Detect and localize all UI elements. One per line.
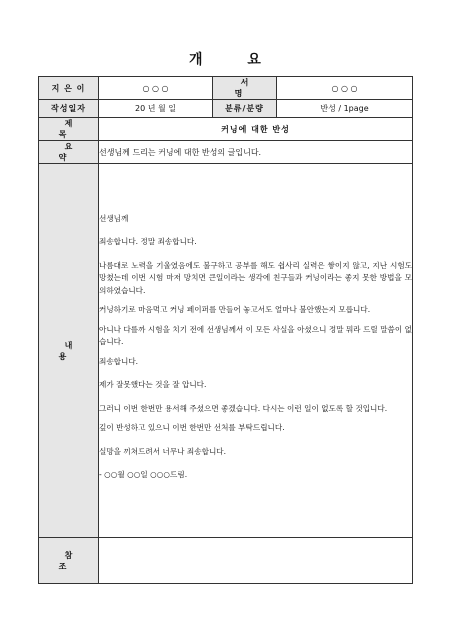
- subject-row: [39, 118, 413, 141]
- content-paragraph: 선생님께: [99, 213, 129, 223]
- content-row: [39, 164, 413, 538]
- document-title: 개 요: [189, 52, 281, 68]
- author-row: [39, 77, 413, 100]
- content-paragraph: 아니나 다를까 시험을 치기 전에 선생님께서 이 모든 사실을 아셨으니 정말 뭐라 드릴 말씀이 없습니다.: [99, 324, 412, 346]
- category-label: 분류/분량: [213, 100, 277, 118]
- summary-form-table: [38, 76, 413, 584]
- content-paragraph: 제가 잘못했다는 것을 잘 압니다.: [99, 380, 207, 389]
- content-paragraph: - ○○월 ○○일 ○○○드림.: [99, 470, 188, 479]
- content-paragraph: 커닝하기로 마음먹고 커닝 페이퍼를 만들어 놓고서도 얼마나 불안했는지 모릅니다.: [99, 305, 371, 314]
- content-body: [99, 164, 413, 538]
- reference-row: [39, 538, 413, 584]
- author-label: 지 은 이: [39, 77, 99, 100]
- content-paragraph: 실망을 끼쳐드려서 너무나 죄송합니다.: [99, 446, 227, 456]
- content-paragraph: 죄송합니다. 정말 죄송합니다.: [99, 237, 197, 246]
- signature-label: 서 명: [213, 77, 277, 100]
- summary-row: [39, 141, 413, 164]
- date-value: 20 년 월 일: [99, 100, 213, 118]
- content-paragraph: 나름대로 노력을 기울였음에도 불구하고 공부를 해도 쉽사리 실력은 쌓이지 않고, 지난 시험도 망쳤는데 이번 시험 마저 망치면 큰일이라는 생각에 친구들과 커닝이라는 좋지 못한 방법을 모의하였습니다.: [99, 260, 412, 295]
- content-paragraph: 깊이 반성하고 있으니 이번 한번만 선처를 부탁드립니다.: [99, 423, 285, 432]
- category-value: 반성 / 1page: [277, 100, 413, 118]
- subject-value: 커닝에 대한 반성: [99, 118, 413, 141]
- author-value: ○ ○ ○: [99, 77, 213, 100]
- reference-value: [99, 538, 413, 584]
- reference-label: 참 조: [39, 538, 99, 584]
- signature-value: ○ ○ ○: [277, 77, 413, 100]
- content-paragraph: 죄송합니다.: [99, 356, 139, 366]
- date-label: 작성일자: [39, 100, 99, 118]
- summary-value: 선생님께 드리는 커닝에 대한 반성의 글입니다.: [99, 141, 413, 164]
- content-label: 내 용: [39, 164, 99, 538]
- date-row: [39, 100, 413, 118]
- content-paragraph: 그러니 이번 한번만 용서해 주셨으면 좋겠습니다. 다시는 이런 일이 없도록 할 것입니다.: [99, 403, 388, 413]
- subject-label: 제 목: [39, 118, 99, 141]
- summary-label: 요 약: [39, 141, 99, 164]
